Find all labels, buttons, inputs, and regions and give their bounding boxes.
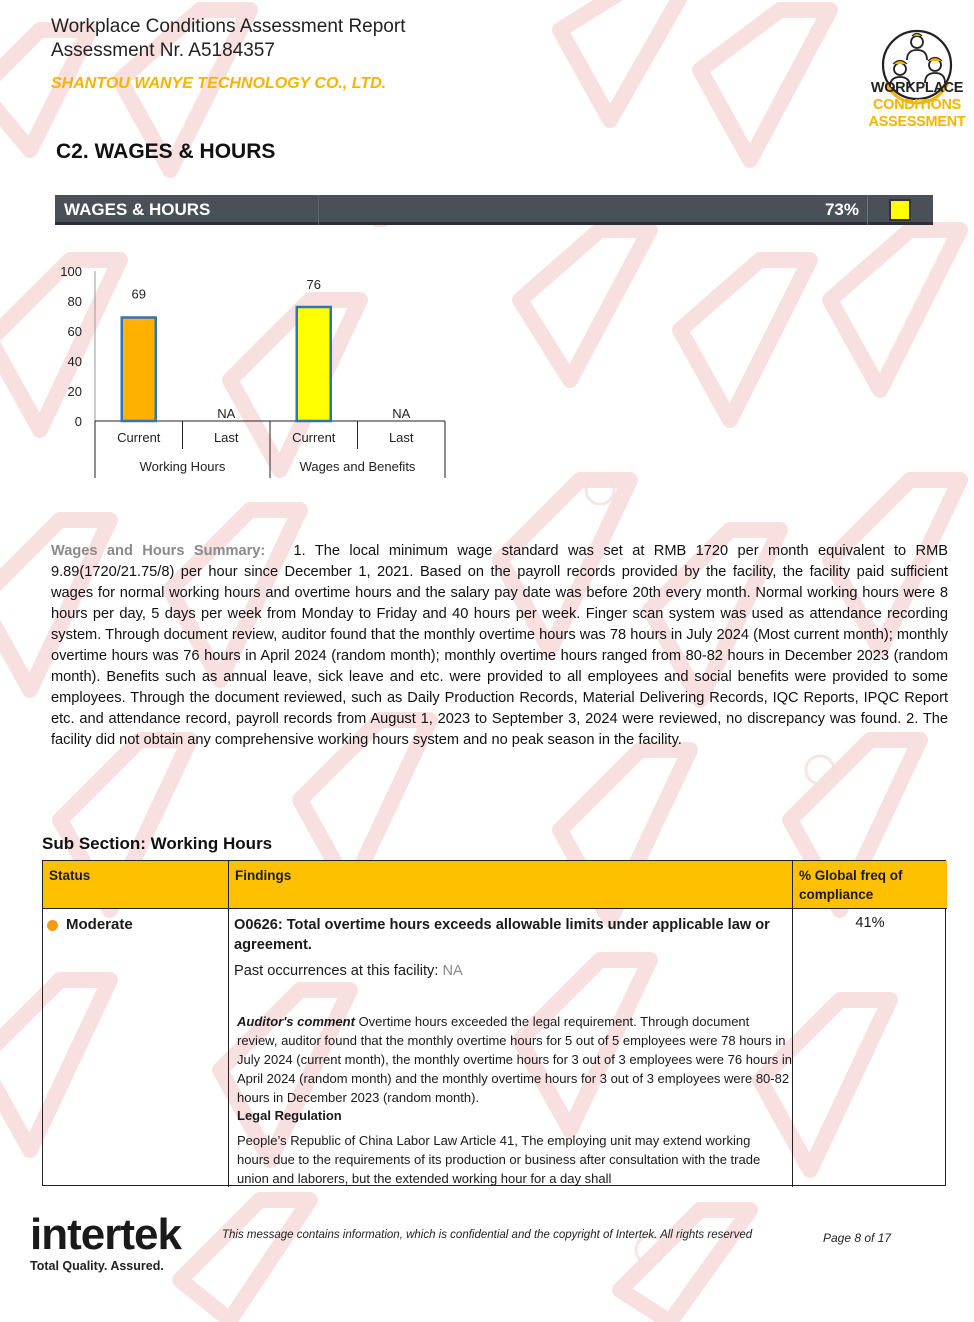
intertek-logo: intertek (30, 1210, 181, 1259)
data-label: NA (392, 406, 411, 421)
category-label: Current (117, 430, 161, 445)
summary-paragraph (51, 541, 948, 751)
column-header-global-freq: % Global freq of compliance (793, 861, 947, 909)
report-title: Workplace Conditions Assessment Report (51, 16, 406, 37)
logo-line-assessment: ASSESSMENT (868, 114, 966, 130)
status-label: Moderate (66, 916, 133, 933)
data-label: 76 (306, 277, 321, 292)
global-freq-cell (793, 909, 947, 1187)
status-dot-icon (47, 920, 58, 931)
y-tick-label: 100 (60, 264, 82, 279)
findings-cell (229, 909, 793, 1187)
intertek-tagline: Total Quality. Assured. (30, 1259, 164, 1273)
data-label: NA (217, 406, 236, 421)
past-occurrences-label: Past occurrences at this facility: (234, 963, 439, 979)
past-occurrences (234, 963, 463, 979)
logo-line-workplace: WORKPLACE (870, 80, 964, 96)
sub-section-title: Sub Section: Working Hours (42, 834, 273, 853)
column-header-findings: Findings (229, 861, 793, 909)
category-label: Last (388, 430, 414, 445)
past-occurrences-value: NA (442, 963, 463, 979)
score-bar (55, 195, 933, 225)
auditor-comment-label: Auditor's comment (237, 1014, 355, 1029)
logo-text (862, 80, 972, 131)
score-bar-label: WAGES & HOURS (64, 200, 211, 219)
score-indicator-swatch (889, 199, 911, 221)
y-tick-label: 20 (67, 384, 82, 399)
page-number: Page 8 of 17 (823, 1231, 892, 1245)
y-tick-label: 60 (67, 324, 82, 339)
legal-regulation-text: People’s Republic of China Labor Law Article 41, The employing unit may extend working hours due to the requirements of its production or business after consultation with the trade union and laborers, but the extended working hour for a day shall (237, 1133, 761, 1186)
wages-hours-chart (50, 258, 470, 483)
finding-title: O0626: Total overtime hours exceeds allowable limits under applicable law or agreement. (234, 917, 770, 953)
legal-regulation-heading: Legal Regulation (237, 1108, 342, 1123)
logo-line-conditions: CONDITIONS (872, 97, 962, 113)
bar-current-2 (297, 307, 331, 421)
y-tick-label: 0 (74, 414, 82, 429)
data-label: 69 (131, 286, 146, 302)
company-name: SHANTOU WANYE TECHNOLOGY CO., LTD. (51, 75, 387, 92)
findings-table (42, 860, 946, 1186)
y-tick-label: 80 (67, 294, 82, 309)
score-bar-divider (867, 195, 868, 225)
category-label: Last (213, 430, 239, 445)
status-cell (43, 909, 229, 1187)
group-label: Wages and Benefits (299, 459, 416, 474)
column-header-status: Status (43, 861, 229, 909)
group-label: Working Hours (139, 459, 226, 474)
section-title: C2. WAGES & HOURS (56, 140, 276, 163)
assessment-number: Assessment Nr. A5184357 (51, 40, 275, 61)
summary-text: 1. The local minimum wage standard was set at RMB 1720 per month equivalent to RMB 9.89(1720/21.75/8) per hour since December 1, 2021. Based on the payroll records provided by the facility, the facility paid sufficient wages for normal working hours and overtime hours and the salary pay date was before 20th every month. Normal working hours were 8 hours per day, 5 days per week from Monday to Friday and 40 hours per week. Finger scan system was used as attendance recording system. Through document review, auditor found that the monthly overtime hours was 78 hours in July 2024 (Most current month); monthly overtime hours was 76 hours in April 2024 (random month); monthly overtime hours ranged from 80-82 hours in December 2023 (random month). Benefits such as annual leave, sick leave and etc. were provided to all employees and social benefits were provided to some employees. Through the document reviewed, such as Daily Production Records, Material Delivering Records, IQC Reports, IPQC Report etc. and attendance record, payroll records from August 1, 2023 to September 3, 2024 were reviewed, no discrepancy was found. 2. The facility did not obtain any comprehensive working hours system and no peak season in the facility. (51, 543, 948, 748)
auditor-comment-text: Overtime hours exceeded the legal requirement. Through document review, auditor found that the monthly overtime hours for 5 out of 5 employees were 78 hours in July 2024 (current month), the monthly overtime hours for 3 out of 3 employees were 76 hours in April 2024 (random month) and the monthly overtime hours for 3 out of 3 employees were 80-82 hours in December 2023 (random month). (237, 1014, 792, 1105)
confidentiality-notice: This message contains information, which is confidential and the copyright of Intertek. All rights reserved (222, 1229, 753, 1241)
global-freq-value: 41% (855, 915, 885, 931)
score-bar-divider (318, 195, 319, 225)
category-label: Current (292, 430, 336, 445)
score-percent: 73% (824, 200, 859, 219)
auditor-comment (237, 1012, 793, 1107)
y-tick-label: 40 (67, 354, 82, 369)
bar-current-0 (122, 318, 156, 422)
summary-label: Wages and Hours Summary: (51, 543, 266, 559)
